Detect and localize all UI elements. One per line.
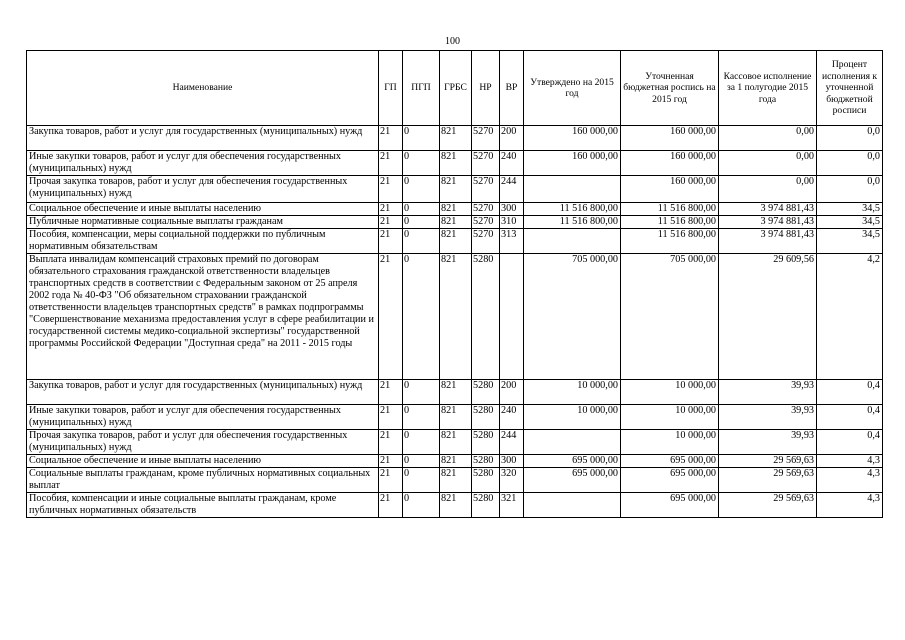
- row-name: Иные закупки товаров, работ и услуг для обеспечения государственных (муниципальных) нужд: [27, 151, 379, 176]
- row-name: Прочая закупка товаров, работ и услуг для обеспечения государственных (муниципальных) нужд: [27, 176, 379, 203]
- row-gp: 21: [379, 430, 403, 455]
- row-gp: 21: [379, 126, 403, 151]
- row-cash: 3 974 881,43: [719, 229, 817, 254]
- row-cash: 0,00: [719, 151, 817, 176]
- row-name: Закупка товаров, работ и услуг для государственных (муниципальных) нужд: [27, 380, 379, 405]
- row-name: Прочая закупка товаров, работ и услуг для обеспечения государственных (муниципальных) нужд: [27, 430, 379, 455]
- row-pgp: 0: [403, 493, 440, 518]
- row-vr: 240: [500, 151, 524, 176]
- row-grbs: 821: [440, 380, 472, 405]
- row-gp: 21: [379, 468, 403, 493]
- row-gp: 21: [379, 203, 403, 216]
- row-percent: 0,4: [817, 380, 883, 405]
- row-np: 5270: [472, 151, 500, 176]
- row-approved: 160 000,00: [524, 126, 621, 151]
- header-grbs: ГРБС: [440, 51, 472, 126]
- row-vr: 300: [500, 455, 524, 468]
- row-cash: 39,93: [719, 380, 817, 405]
- row-grbs: 821: [440, 455, 472, 468]
- row-gp: 21: [379, 455, 403, 468]
- row-cash: 3 974 881,43: [719, 216, 817, 229]
- row-grbs: 821: [440, 229, 472, 254]
- header-gp: ГП: [379, 51, 403, 126]
- row-refined: 695 000,00: [621, 468, 719, 493]
- header-vr: ВР: [500, 51, 524, 126]
- row-refined: 11 516 800,00: [621, 216, 719, 229]
- row-percent: 34,5: [817, 216, 883, 229]
- row-percent: 34,5: [817, 229, 883, 254]
- row-cash: 0,00: [719, 176, 817, 203]
- row-approved: [524, 176, 621, 203]
- row-pgp: 0: [403, 229, 440, 254]
- row-pgp: 0: [403, 203, 440, 216]
- header-percent: Процент исполнения к уточненной бюджетной росписи: [817, 51, 883, 126]
- table-row: [27, 216, 883, 229]
- row-np: 5270: [472, 216, 500, 229]
- row-cash: 29 569,63: [719, 468, 817, 493]
- row-approved: 11 516 800,00: [524, 203, 621, 216]
- row-refined: 10 000,00: [621, 380, 719, 405]
- row-pgp: 0: [403, 254, 440, 380]
- row-pgp: 0: [403, 455, 440, 468]
- row-pgp: 0: [403, 151, 440, 176]
- row-gp: 21: [379, 216, 403, 229]
- row-name: Закупка товаров, работ и услуг для государственных (муниципальных) нужд: [27, 126, 379, 151]
- row-np: 5280: [472, 405, 500, 430]
- row-vr: 300: [500, 203, 524, 216]
- row-refined: 11 516 800,00: [621, 229, 719, 254]
- header-pgp: ПГП: [403, 51, 440, 126]
- row-grbs: 821: [440, 254, 472, 380]
- row-grbs: 821: [440, 468, 472, 493]
- row-cash: 29 569,63: [719, 455, 817, 468]
- row-approved: 695 000,00: [524, 468, 621, 493]
- row-vr: 240: [500, 405, 524, 430]
- row-vr: 313: [500, 229, 524, 254]
- table-row: [27, 151, 883, 176]
- row-approved: [524, 493, 621, 518]
- row-approved: 10 000,00: [524, 380, 621, 405]
- row-np: 5280: [472, 455, 500, 468]
- row-percent: 0,4: [817, 405, 883, 430]
- row-gp: 21: [379, 380, 403, 405]
- row-grbs: 821: [440, 430, 472, 455]
- row-percent: 4,3: [817, 493, 883, 518]
- row-pgp: 0: [403, 216, 440, 229]
- table-row: [27, 126, 883, 151]
- row-grbs: 821: [440, 176, 472, 203]
- row-name: Выплата инвалидам компенсаций страховых премий по договорам обязательного страхования гражданской ответственности владельцев транспортных средств в соответствии с Федеральным законом от 25 апреля 2002 года № 40-ФЗ "Об обязательном страховании гражданской ответственности владельцев транспортных средств" в рамках подпрограммы "Совершенствование механизма предоставления услуг в сфере реабилитации и государственной системы медико-социальной экспертизы" государственной программы Российской Федерации "Доступная среда" на 2011 - 2015 годы: [27, 254, 379, 380]
- row-gp: 21: [379, 493, 403, 518]
- row-name: Пособия, компенсации и иные социальные выплаты гражданам, кроме публичных нормативных обязательств: [27, 493, 379, 518]
- header-cash: Кассовое исполнение за 1 полугодие 2015 года: [719, 51, 817, 126]
- row-refined: 160 000,00: [621, 151, 719, 176]
- row-pgp: 0: [403, 430, 440, 455]
- row-pgp: 0: [403, 380, 440, 405]
- budget-table: [26, 50, 883, 518]
- table-row: [27, 455, 883, 468]
- row-refined: 10 000,00: [621, 405, 719, 430]
- row-np: 5280: [472, 380, 500, 405]
- table-row: [27, 176, 883, 203]
- row-vr: 320: [500, 468, 524, 493]
- row-vr: 321: [500, 493, 524, 518]
- table-row: [27, 493, 883, 518]
- row-cash: 0,00: [719, 126, 817, 151]
- row-vr: 244: [500, 176, 524, 203]
- row-grbs: 821: [440, 216, 472, 229]
- row-np: 5270: [472, 229, 500, 254]
- row-gp: 21: [379, 229, 403, 254]
- row-np: 5280: [472, 254, 500, 380]
- row-percent: 4,3: [817, 468, 883, 493]
- table-row: [27, 203, 883, 216]
- table-row: [27, 380, 883, 405]
- row-pgp: 0: [403, 405, 440, 430]
- row-np: 5270: [472, 126, 500, 151]
- row-np: 5270: [472, 176, 500, 203]
- table-row: [27, 468, 883, 493]
- row-pgp: 0: [403, 176, 440, 203]
- row-cash: 3 974 881,43: [719, 203, 817, 216]
- row-vr: 244: [500, 430, 524, 455]
- row-refined: 10 000,00: [621, 430, 719, 455]
- row-percent: 0,4: [817, 430, 883, 455]
- row-cash: 39,93: [719, 405, 817, 430]
- row-percent: 0,0: [817, 126, 883, 151]
- row-refined: 160 000,00: [621, 126, 719, 151]
- row-gp: 21: [379, 176, 403, 203]
- row-approved: 11 516 800,00: [524, 216, 621, 229]
- row-refined: 695 000,00: [621, 493, 719, 518]
- row-cash: 29 609,56: [719, 254, 817, 380]
- row-refined: 705 000,00: [621, 254, 719, 380]
- row-approved: 695 000,00: [524, 455, 621, 468]
- row-refined: 160 000,00: [621, 176, 719, 203]
- row-refined: 11 516 800,00: [621, 203, 719, 216]
- header-approved: Утверждено на 2015 год: [524, 51, 621, 126]
- row-name: Социальное обеспечение и иные выплаты населению: [27, 203, 379, 216]
- row-name: Социальные выплаты гражданам, кроме публичных нормативных социальных выплат: [27, 468, 379, 493]
- row-percent: 0,0: [817, 151, 883, 176]
- row-cash: 29 569,63: [719, 493, 817, 518]
- row-approved: [524, 229, 621, 254]
- row-name: Иные закупки товаров, работ и услуг для обеспечения государственных (муниципальных) нужд: [27, 405, 379, 430]
- table-row: [27, 229, 883, 254]
- row-approved: 705 000,00: [524, 254, 621, 380]
- row-grbs: 821: [440, 405, 472, 430]
- row-approved: 10 000,00: [524, 405, 621, 430]
- row-name: Пособия, компенсации, меры социальной поддержки по публичным нормативным обязательствам: [27, 229, 379, 254]
- row-gp: 21: [379, 151, 403, 176]
- row-percent: 4,2: [817, 254, 883, 380]
- row-cash: 39,93: [719, 430, 817, 455]
- row-name: Публичные нормативные социальные выплаты гражданам: [27, 216, 379, 229]
- table-row: [27, 254, 883, 380]
- row-pgp: 0: [403, 126, 440, 151]
- table-row: [27, 405, 883, 430]
- row-approved: [524, 430, 621, 455]
- row-np: 5280: [472, 468, 500, 493]
- row-approved: 160 000,00: [524, 151, 621, 176]
- row-refined: 695 000,00: [621, 455, 719, 468]
- row-grbs: 821: [440, 126, 472, 151]
- row-gp: 21: [379, 254, 403, 380]
- row-grbs: 821: [440, 203, 472, 216]
- row-percent: 34,5: [817, 203, 883, 216]
- row-np: 5280: [472, 493, 500, 518]
- header-name: Наименование: [27, 51, 379, 126]
- row-name: Социальное обеспечение и иные выплаты населению: [27, 455, 379, 468]
- header-row: [27, 51, 883, 126]
- row-vr: 200: [500, 380, 524, 405]
- row-np: 5270: [472, 203, 500, 216]
- row-gp: 21: [379, 405, 403, 430]
- row-grbs: 821: [440, 151, 472, 176]
- row-percent: 4,3: [817, 455, 883, 468]
- row-percent: 0,0: [817, 176, 883, 203]
- row-vr: 310: [500, 216, 524, 229]
- row-vr: [500, 254, 524, 380]
- row-vr: 200: [500, 126, 524, 151]
- page-number: 100: [445, 36, 460, 47]
- row-np: 5280: [472, 430, 500, 455]
- header-np: НР: [472, 51, 500, 126]
- row-grbs: 821: [440, 493, 472, 518]
- header-refined: Уточненная бюджетная роспись на 2015 год: [621, 51, 719, 126]
- row-pgp: 0: [403, 468, 440, 493]
- table-row: [27, 430, 883, 455]
